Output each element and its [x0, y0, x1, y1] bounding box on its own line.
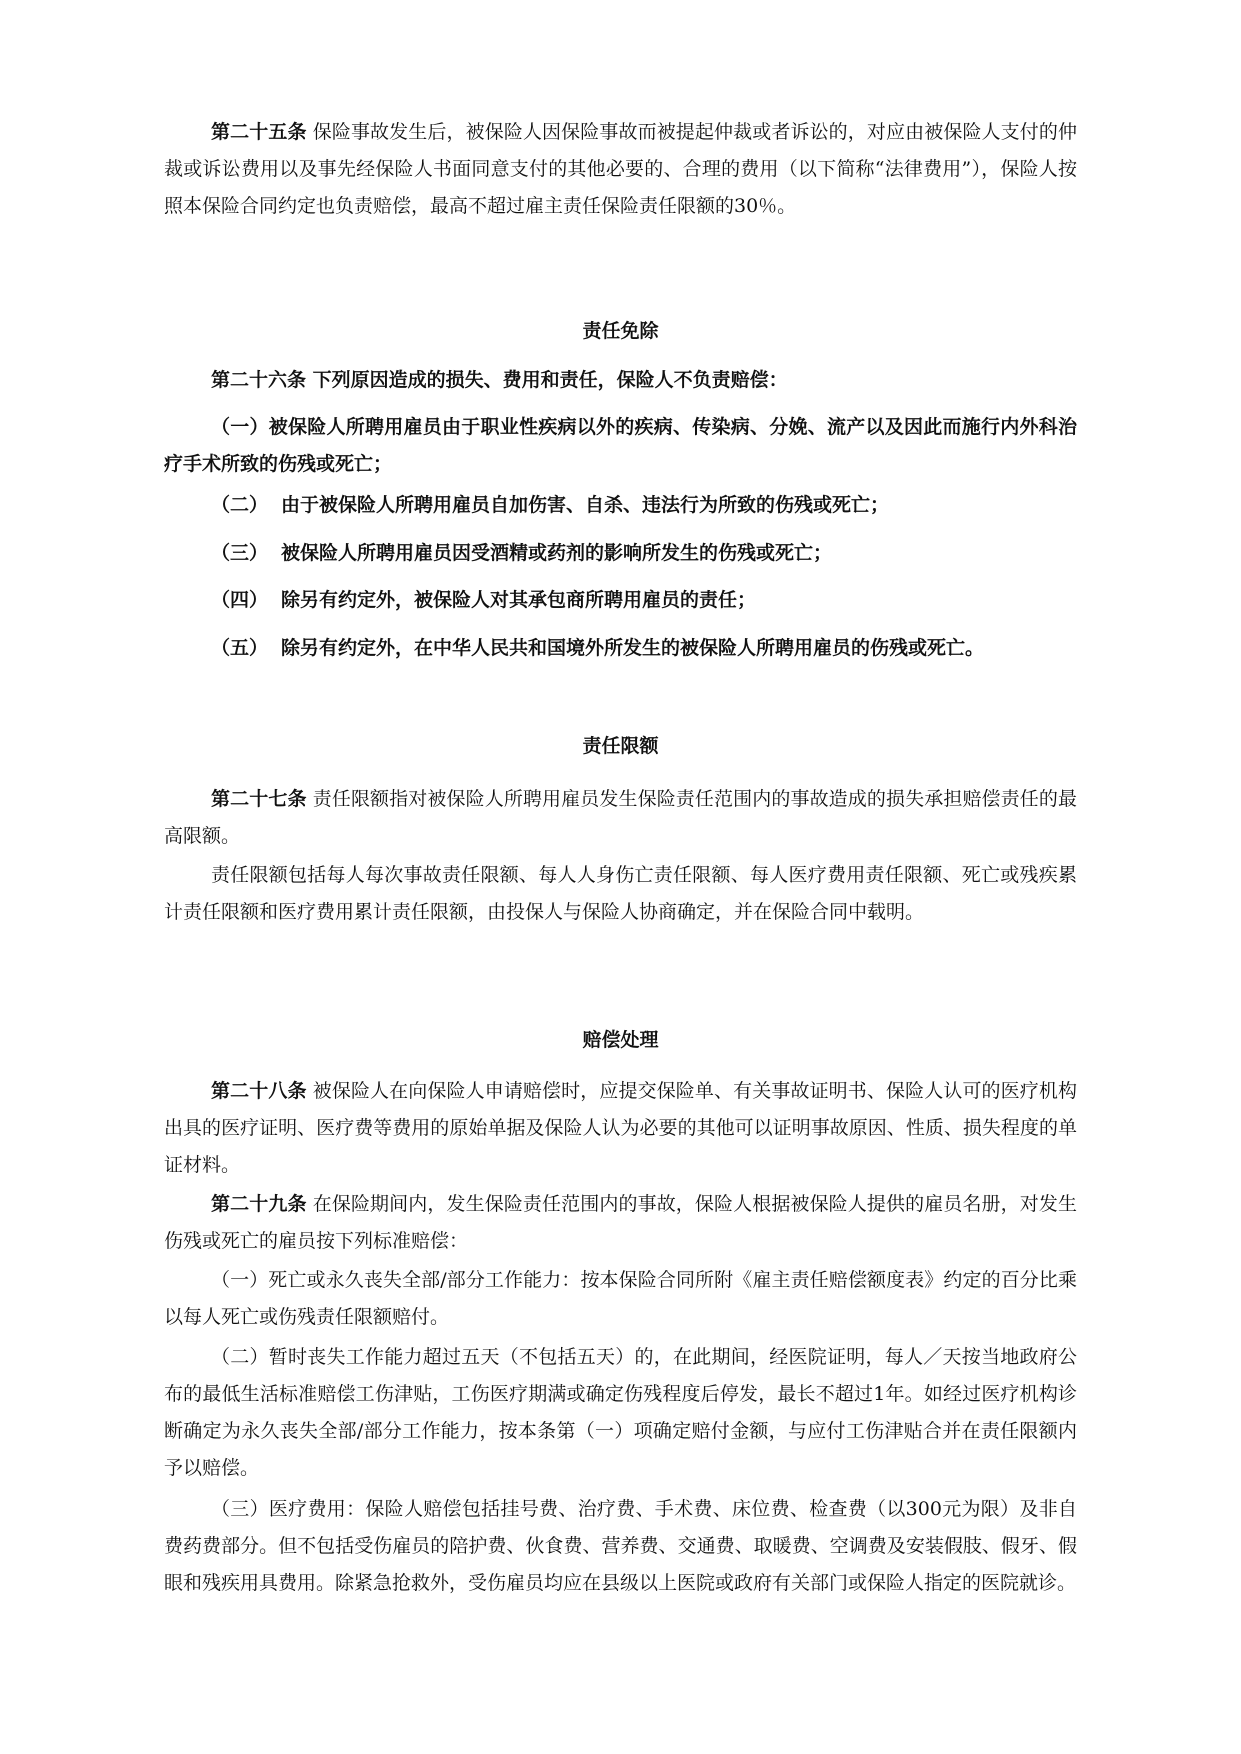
exclusion-item-4-num: （四）	[211, 589, 269, 611]
section-heading-limits: 责任限额	[582, 735, 659, 757]
compensation-item-1: （一）死亡或永久丧失全部/部分工作能力：按本保险合同所附《雇主责任赔偿额度表》约定的百分比乘以每人死亡或伤残责任限额赔付。	[164, 1269, 1077, 1328]
article-26-text: 下列原因造成的损失、费用和责任，保险人不负责赔偿：	[312, 369, 788, 391]
exclusion-item-3-text: 被保险人所聘用雇员因受酒精或药剂的影响所发生的伤残或死亡；	[281, 542, 833, 564]
article-25	[164, 114, 1077, 225]
article-25-label: 第二十五条	[211, 121, 307, 143]
limits-paragraph-2: 责任限额包括每人每次事故责任限额、每人人身伤亡责任限额、每人医疗费用责任限额、死亡或残疾累计责任限额和医疗费用累计责任限额，由投保人与保险人协商确定，并在保险合同中载明。	[164, 864, 1077, 923]
section-heading-claims: 赔偿处理	[582, 1029, 659, 1051]
exclusion-item-1	[164, 409, 1077, 483]
article-25-text: 保险事故发生后，被保险人因保险事故而被提起仲裁或者诉讼的，对应由被保险人支付的仲裁或诉讼费用以及事先经保险人书面同意支付的其他必要的、合理的费用（以下简称“法律费用”），保险人按照本保险合同约定也负责赔偿，最高不超过雇主责任保险责任限额的30％。	[164, 121, 1077, 217]
article-28	[164, 1073, 1077, 1184]
exclusion-item-3	[211, 535, 832, 572]
exclusion-item-1-text: 被保险人所聘用雇员由于职业性疾病以外的疾病、传染病、分娩、流产以及因此而施行内外科治疗手术所致的伤残或死亡；	[164, 416, 1077, 475]
compensation-item-2: （二）暂时丧失工作能力超过五天（不包括五天）的，在此期间，经医院证明，每人／天按当地政府公布的最低生活标准赔偿工伤津贴，工伤医疗期满或确定伤残程度后停发，最长不超过1年。如经过医疗机构诊断确定为永久丧失全部/部分工作能力，按本条第（一）项确定赔付金额，与应付工伤津贴合并在责任限额内予以赔偿。	[164, 1346, 1077, 1479]
exclusion-item-3-num: （三）	[211, 542, 269, 564]
exclusion-item-1-num: （一）	[211, 416, 269, 438]
article-28-text: 被保险人在向保险人申请赔偿时，应提交保险单、有关事故证明书、保险人认可的医疗机构出具的医疗证明、医疗费等费用的原始单据及保险人认为必要的其他可以证明事故原因、性质、损失程度的单证材料。	[164, 1080, 1077, 1176]
section-heading-exclusions: 责任免除	[582, 320, 659, 342]
article-29-label: 第二十九条	[211, 1193, 307, 1215]
article-27-label: 第二十七条	[211, 788, 307, 810]
article-26-label: 第二十六条	[211, 369, 307, 391]
article-29	[164, 1186, 1077, 1260]
exclusion-item-5	[211, 630, 984, 667]
exclusion-item-2	[211, 487, 889, 524]
article-26	[164, 362, 1077, 399]
exclusion-item-5-num: （五）	[211, 637, 269, 659]
exclusion-item-2-num: （二）	[211, 494, 269, 516]
exclusion-item-2-text: 由于被保险人所聘用雇员自加伤害、自杀、违法行为所致的伤残或死亡；	[281, 494, 890, 516]
compensation-item-3: （三）医疗费用：保险人赔偿包括挂号费、治疗费、手术费、床位费、检查费（以300元为限）及非自费药费部分。但不包括受伤雇员的陪护费、伙食费、营养费、交通费、取暖费、空调费及安装假肢、假牙、假眼和残疾用具费用。除紧急抢救外，受伤雇员均应在县级以上医院或政府有关部门或保险人指定的医院就诊。	[164, 1498, 1077, 1594]
article-29-text: 在保险期间内，发生保险责任范围内的事故，保险人根据被保险人提供的雇员名册，对发生伤残或死亡的雇员按下列标准赔偿：	[164, 1193, 1077, 1252]
article-27-text: 责任限额指对被保险人所聘用雇员发生保险责任范围内的事故造成的损失承担赔偿责任的最高限额。	[164, 788, 1077, 847]
exclusion-item-5-text: 除另有约定外，在中华人民共和国境外所发生的被保险人所聘用雇员的伤残或死亡。	[281, 637, 985, 659]
article-27	[164, 781, 1077, 855]
exclusion-item-4-text: 除另有约定外，被保险人对其承包商所聘用雇员的责任；	[281, 589, 757, 611]
article-28-label: 第二十八条	[211, 1080, 307, 1102]
exclusion-item-4	[211, 582, 756, 619]
